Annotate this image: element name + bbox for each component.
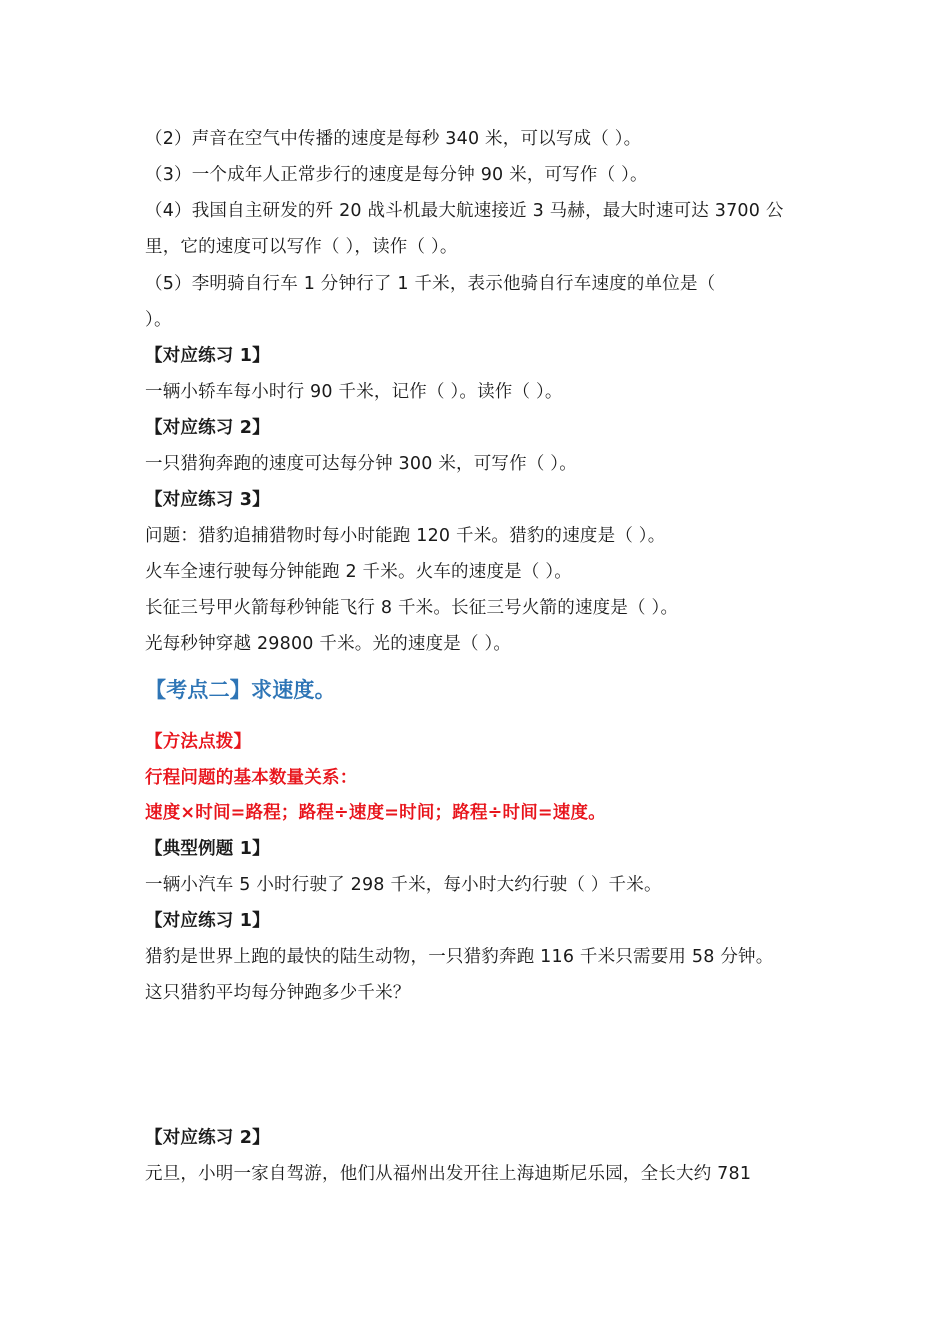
method-title: 【方法点拨】	[145, 732, 252, 752]
question-2: （2）声音在空气中传播的速度是每秒 340 米，可以写成（ ）。	[145, 129, 642, 149]
practice-2-2-line-1: 元旦，小明一家自驾游，他们从福州出发开往上海迪斯尼乐园，全长大约 781	[145, 1164, 752, 1184]
practice-1-text: 一辆小轿车每小时行 90 千米，记作（ ）。读作（ ）。	[145, 382, 563, 402]
practice-3-line-1: 问题：猎豹追捕猎物时每小时能跑 120 千米。猎豹的速度是（ ）。	[145, 526, 666, 546]
method-line-1: 行程问题的基本数量关系：	[145, 768, 358, 788]
example-1-text: 一辆小汽车 5 小时行驶了 298 千米，每小时大约行驶（ ）千米。	[145, 875, 662, 895]
question-4-line-2: 里，它的速度可以写作（ ），读作（ ）。	[145, 237, 458, 257]
question-3: （3）一个成年人正常步行的速度是每分钟 90 米，可写作（ ）。	[145, 165, 648, 185]
question-5-line-1: （5）李明骑自行车 1 分钟行了 1 千米，表示他骑自行车速度的单位是（	[145, 274, 716, 294]
section-heading-kp2: 【考点二】求速度。	[145, 678, 336, 702]
practice-2-1-line-1: 猎豹是世界上跑的最快的陆生动物，一只猎豹奔跑 116 千米只需要用 58 分钟。	[145, 947, 774, 967]
question-4-line-1: （4）我国自主研发的歼 20 战斗机最大航速接近 3 马赫，最大时速可达 3700 公	[145, 201, 784, 221]
method-line-2: 速度×时间=路程；路程÷速度=时间；路程÷时间=速度。	[145, 803, 606, 823]
practice-3-line-3: 长征三号甲火箭每秒钟能飞行 8 千米。长征三号火箭的速度是（ ）。	[145, 598, 679, 618]
example-1-title: 【典型例题 1】	[145, 839, 270, 859]
practice-3-line-4: 光每秒钟穿越 29800 千米。光的速度是（ ）。	[145, 634, 512, 654]
practice-2-2-title: 【对应练习 2】	[145, 1128, 270, 1148]
practice-2-title: 【对应练习 2】	[145, 418, 270, 438]
practice-3-title: 【对应练习 3】	[145, 490, 270, 510]
practice-2-1-title: 【对应练习 1】	[145, 911, 270, 931]
practice-3-line-2: 火车全速行驶每分钟能跑 2 千米。火车的速度是（ ）。	[145, 562, 572, 582]
practice-2-text: 一只猎狗奔跑的速度可达每分钟 300 米，可写作（ ）。	[145, 454, 577, 474]
practice-2-1-line-2: 这只猎豹平均每分钟跑多少千米？	[145, 983, 411, 1003]
question-5-line-2: ）。	[145, 310, 172, 330]
practice-1-title: 【对应练习 1】	[145, 346, 270, 366]
